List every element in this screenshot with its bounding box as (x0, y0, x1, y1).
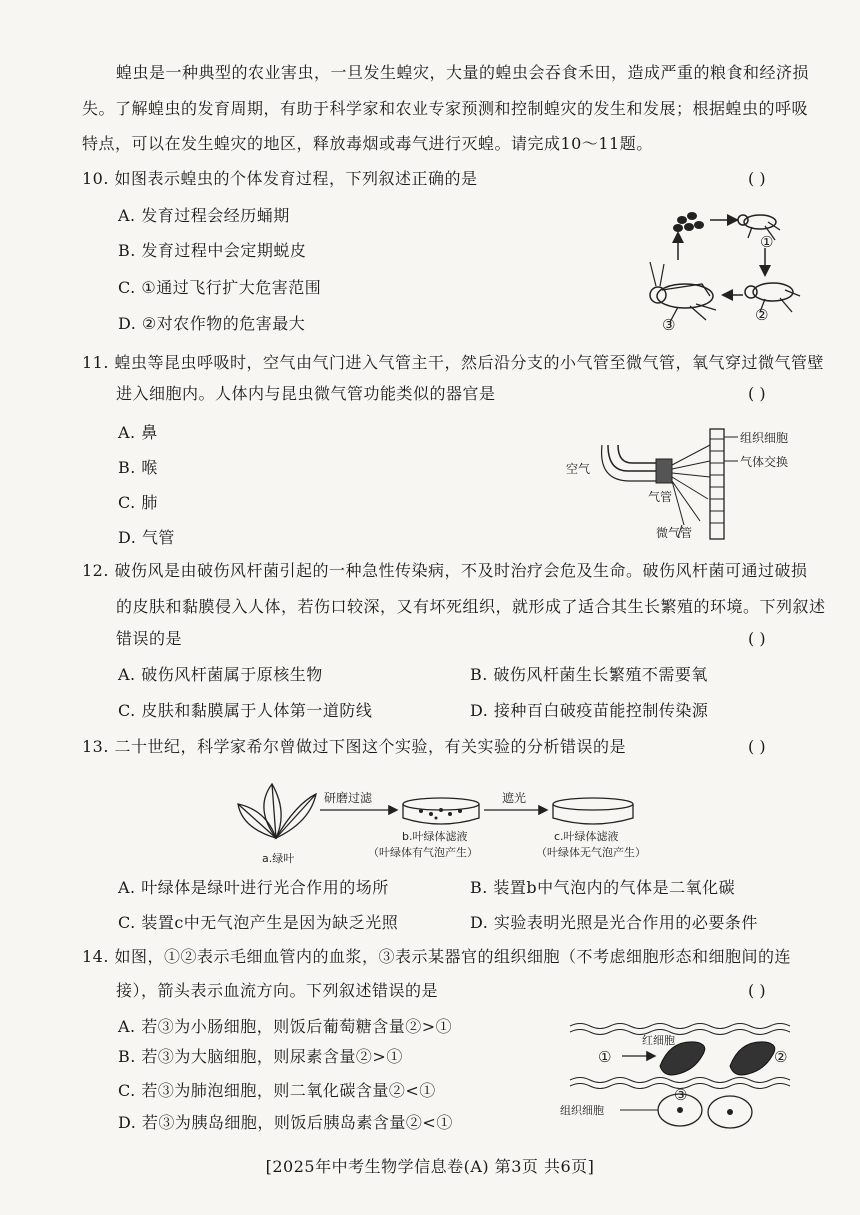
q10-option-b: B. 发育过程中会定期蜕皮 (118, 241, 307, 260)
page-footer: [2025年中考生物学信息卷(A) 第3页 共6页] (265, 1157, 595, 1176)
q14-option-b: B. 若③为大脑细胞，则尿素含量②>① (118, 1047, 403, 1066)
intro-line-1: 蝗虫是一种典型的农业害虫，一旦发生蝗灾，大量的蝗虫会吞食禾田，造成严重的粮食和经济损 (116, 63, 810, 82)
red-blood-cell-2 (730, 1042, 775, 1075)
q11-option-d: D. 气管 (118, 528, 175, 547)
hill-experiment-figure (236, 778, 676, 866)
q12-option-a: A. 破伤风杆菌属于原核生物 (118, 665, 323, 684)
q14-answer-blank: ( ) (748, 981, 766, 1000)
label-tissue-cell: 组织细胞 (560, 1104, 604, 1117)
q14-option-c: C. 若③为肺泡细胞，则二氧化碳含量②<① (118, 1081, 436, 1100)
dish-b-with-bubbles (403, 798, 479, 824)
q13-option-a: A. 叶绿体是绿叶进行光合作用的场所 (118, 878, 389, 897)
svg-text:③: ③ (662, 316, 676, 334)
q12-stem-line-3: 错误的是 (116, 629, 183, 648)
capillary-tissue-figure (560, 1018, 810, 1133)
q11-option-c: C. 肺 (118, 493, 158, 512)
q13-stem: 13. 二十世纪，科学家希尔曾做过下图这个实验，有关实验的分析错误的是 (82, 737, 627, 756)
q12-stem-line-2: 的皮肤和黏膜侵入人体，若伤口较深，又有坏死组织，就形成了适合其生长繁殖的环境。下列叙述 (116, 597, 826, 616)
eggs-icon (673, 212, 704, 232)
q14-stem-line-2: 接），箭头表示血流方向。下列叙述错误的是 (116, 981, 439, 1000)
q13-answer-blank: ( ) (748, 737, 766, 756)
label-c-title: c.叶绿体滤液 (554, 830, 619, 843)
q12-option-c: C. 皮肤和黏膜属于人体第一道防线 (118, 701, 373, 720)
label-b-note: （叶绿体有气泡产生） (368, 846, 478, 859)
q12-option-b: B. 破伤风杆菌生长繁殖不需要氧 (470, 665, 708, 684)
q12-stem-line-1: 12. 破伤风是由破伤风杆菌引起的一种急性传染病，不及时治疗会危及生命。破伤风杆菌可通过破损 (82, 561, 808, 580)
q14-option-d: D. 若③为胰岛细胞，则饭后胰岛素含量②<① (118, 1113, 453, 1132)
q11-option-a: A. 鼻 (118, 423, 158, 442)
intro-line-2: 失。了解蝗虫的发育周期，有助于科学家和农业专家预测和控制蝗灾的发生和发展；根据蝗虫的呼吸 (82, 99, 809, 118)
dish-c-no-bubbles (553, 798, 633, 824)
adult-locust-icon (650, 262, 716, 322)
label-tissue-3: ③ (674, 1086, 688, 1104)
label-tracheole: 微气管 (656, 526, 693, 540)
label-plasma-2: ② (774, 1048, 788, 1066)
q10-option-a: A. 发育过程会经历蛹期 (118, 206, 290, 225)
label-trachea: 气管 (648, 490, 673, 504)
q11-stem-line-2: 进入细胞内。人体内与昆虫微气管功能类似的器官是 (116, 384, 496, 403)
q10-answer-blank: ( ) (748, 169, 766, 188)
q10-option-c: C. ①通过飞行扩大危害范围 (118, 278, 322, 297)
svg-text:②: ② (755, 306, 769, 324)
locust-lifecycle-figure (640, 200, 810, 340)
green-leaves-icon (238, 784, 316, 838)
q11-stem-line-1: 11. 蝗虫等昆虫呼吸时，空气由气门进入气管主干，然后沿分支的小气管至微气管，氧气穿过微气管壁 (82, 353, 825, 372)
label-c-note: （叶绿体无气泡产生） (536, 846, 646, 859)
intro-line-3: 特点，可以在发生蝗灾的地区，释放毒烟或毒气进行灭蝗。请完成10～11题。 (82, 134, 653, 153)
tracheole-branches (672, 445, 710, 525)
label-red-blood-cell: 红细胞 (642, 1034, 675, 1047)
label-grind-filter: 研磨过滤 (324, 791, 373, 805)
label-plasma-1: ① (598, 1048, 612, 1066)
svg-text:①: ① (760, 233, 774, 251)
q14-stem-line-1: 14. 如图，①②表示毛细血管内的血浆，③表示某器官的组织细胞（不考虑细胞形态和细胞间的连 (82, 947, 792, 966)
nymph-2-icon (745, 283, 800, 312)
q13-option-d: D. 实验表明光照是光合作用的必要条件 (470, 913, 758, 932)
q12-option-d: D. 接种百白破疫苗能控制传染源 (470, 701, 709, 720)
tracheal-system-figure (560, 425, 820, 550)
label-leaf: a.绿叶 (262, 852, 295, 865)
label-tissue-cell: 组织细胞 (740, 431, 789, 445)
nymph-1-icon (738, 215, 780, 240)
q10-option-d: D. ②对农作物的危害最大 (118, 314, 306, 333)
label-b-title: b.叶绿体滤液 (402, 830, 468, 843)
q11-answer-blank: ( ) (748, 384, 766, 403)
q13-option-b: B. 装置b中气泡内的气体是二氧化碳 (470, 878, 736, 897)
label-shading: 遮光 (502, 791, 527, 805)
q10-stem: 10. 如图表示蝗虫的个体发育过程，下列叙述正确的是 (82, 169, 478, 188)
label-air: 空气 (566, 462, 591, 476)
q11-option-b: B. 喉 (118, 458, 158, 477)
q12-answer-blank: ( ) (748, 629, 766, 648)
q13-option-c: C. 装置c中无气泡产生是因为缺乏光照 (118, 913, 399, 932)
label-gas-exchange: 气体交换 (740, 455, 789, 469)
trachea-segment (656, 459, 672, 483)
q14-option-a: A. 若③为小肠细胞，则饭后葡萄糖含量②>① (118, 1017, 453, 1036)
